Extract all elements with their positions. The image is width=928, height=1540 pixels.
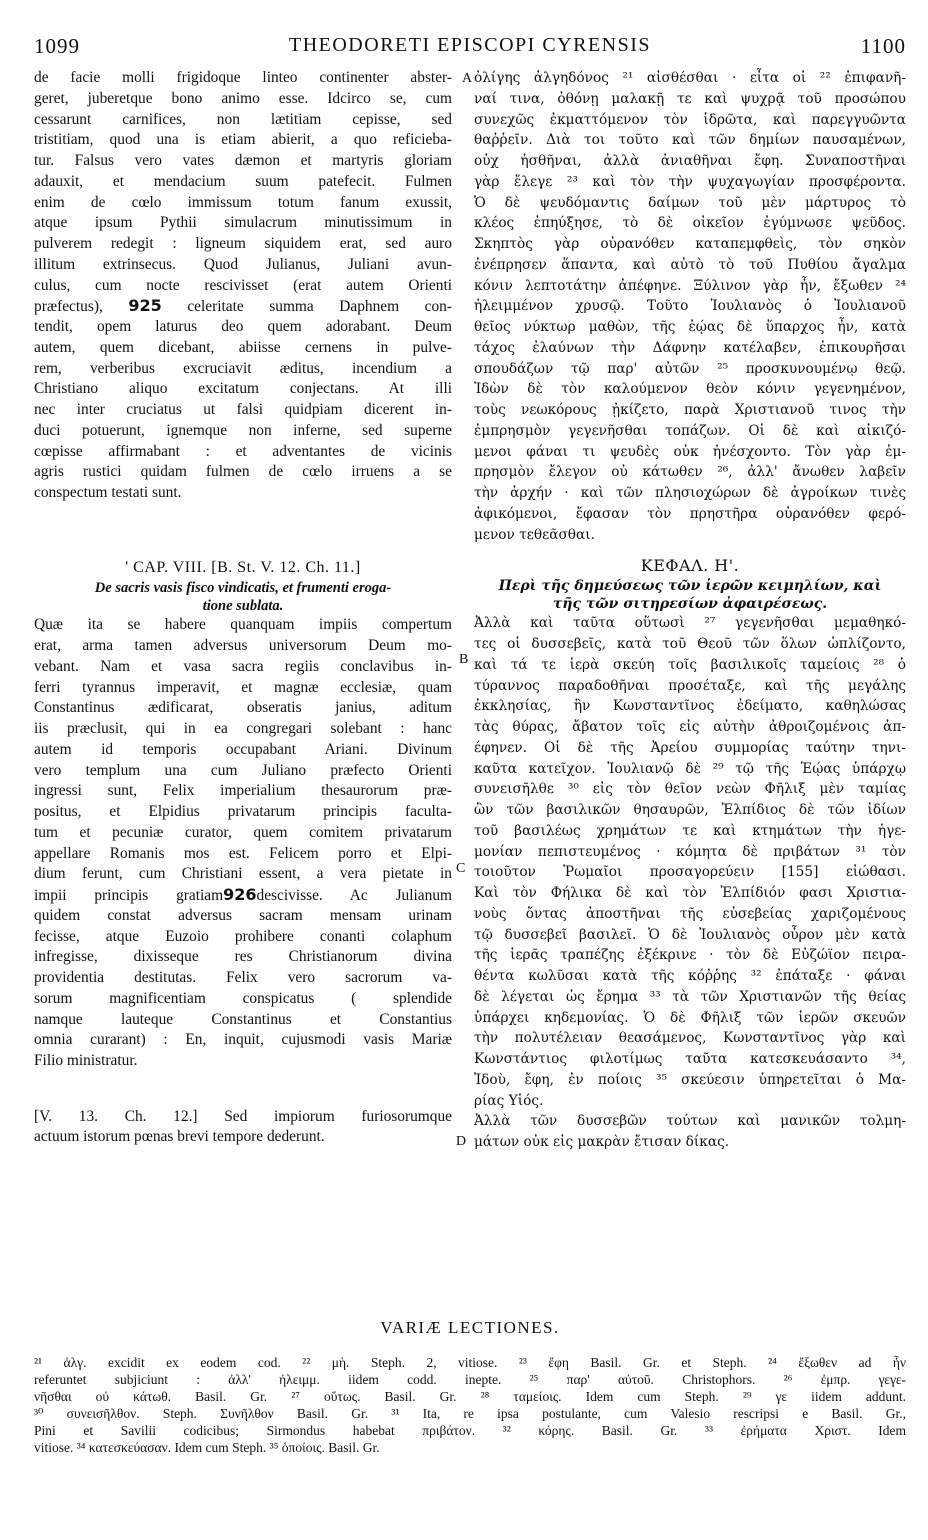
greek-paragraph-3: [474, 1111, 906, 1153]
text-fragment: præfectus),: [34, 298, 103, 316]
text-line: vero templum una cum Juliano præfecto Orienti: [34, 761, 452, 779]
note-line: νῆσθαι οὐ κάτωθ. Basil. Gr. ²⁷ οὕτως. Basil. Gr. ²⁸ ταμείοις. Idem cum Steph. ²⁹ γε iidem addunt.: [34, 1389, 906, 1404]
text-line: ἐνέπρησεν ἅπαντα, καὶ αὐτὸ τὸ τοῦ Πυθίου ἄγαλμα: [474, 256, 906, 273]
text-line: τῆς ἱερᾶς τραπέζης ἐξέκρινε · τὸν δὲ Εὐζώϊον πειρα-: [474, 947, 906, 964]
text-line: geret, juberetque bono animo esse. Idcirco se, cum: [34, 89, 452, 107]
text-line: Christiano aliquo excitatum conjectans. At illi: [34, 380, 452, 398]
note-line: vitiose. ³⁴ κατεσκεύασαν. Idem cum Steph. ³⁵ ὁποίοις. Basil. Gr.: [34, 1440, 380, 1455]
text-line: tur. Falsus vero vates dæmon et martyris gloriam: [34, 152, 452, 169]
note-line: Pini et Savilii codicibus; Sirmondus habebat πριβάτον. ³² κόρης. Basil. Gr. ³³ ἐρήματα Χριστ. Idem: [34, 1423, 906, 1438]
text-line: δὲ λέγεται ὡς ἔρημα ³³ τὰ τῶν Χριστιανῶν τῆς θείας: [474, 988, 906, 1005]
variae-lectiones-notes: [34, 1354, 906, 1456]
text-line: ὀλίγης ἀλγηδόνος ²¹ αἰσθέσθαι · εἶτα οἱ ²² ἐπιφανῆ-: [474, 70, 906, 86]
text-line: ὢν τῶν βασιλικῶν θησαυρῶν, Ἐλπίδιος δὲ τῶν ἰδίων: [474, 802, 906, 818]
text-line: [34, 296, 452, 317]
text-line: ἀφικόμενοι, ἔφασαν τὸν πρηστῆρα οὐρανόθεν φερό-: [474, 505, 906, 522]
text-line: θαῤῥεῖν. Διὰ τοι τοῦτο καὶ τῶν δημίων παυσαμένων,: [474, 132, 906, 149]
text-line: ἐκκλησίας, ἣν Κωνσταντῖνος ἐδείματο, καθηλώσας: [474, 698, 906, 715]
text-line: Ἀλλὰ τῶν δυσσεβῶν τούτων καὶ μανικῶν τολμη-: [474, 1113, 906, 1130]
text-line: [34, 885, 452, 906]
text-line: culus, cum nocte rescivisset (erat autem Orienti: [34, 276, 452, 294]
text-line: dium ferunt, cum Christiani essent, a vera pietate in: [34, 865, 452, 883]
text-line: Constantinus ædificarat, obseratis janius, aditum: [34, 699, 452, 717]
text-line: iis præclusit, qui in ea congregari solebant : hanc: [34, 720, 452, 737]
text-line: tendit, opem laturus deo quem adorabant. Deum: [34, 318, 452, 335]
margin-letter-c: C: [456, 861, 466, 876]
text-line: μενον τεθεᾶσθαι.: [474, 526, 596, 543]
text-line: sorum magnificentiam conspicatus ( splendide: [34, 989, 452, 1007]
text-line: Ἰδὼν δὲ τὸν καλούμενον θεὸν κόνιν γεγενημένον,: [474, 381, 906, 398]
text-line: Σκηπτὸς γὰρ οὐρανόθεν καταπεμφθεὶς, τὸν σηκὸν: [474, 236, 906, 252]
text-line: providentia destitutas. Felix vero sacrorum va-: [34, 969, 452, 986]
text-line: fecisse, atque Euzoio prohibere conanti colaphum: [34, 927, 452, 945]
text-fragment: celeritate summa Daphnem con-: [161, 298, 452, 316]
text-line: τὴν πολυτέλειαν θεασάμενος, Κωνσταντῖνος γὰρ καὶ: [474, 1030, 906, 1047]
text-line: Ὁ δὲ ψευδόμαντις δαίμων τοῦ μὲν μάρτυρος τὸ: [474, 194, 906, 211]
text-line: cessarunt carnifices, non lætitiam cepisse, sed: [34, 110, 452, 128]
chapter-subtitle-greek-2: τῆς τῶν σιτηρεσίων ἀφαιρέσεως.: [552, 596, 828, 613]
text-line: ferri tyrannus imperavit, et magnæ ecclesiæ, quam: [34, 678, 452, 696]
variae-lectiones-title: VARIÆ LECTIONES.: [380, 1318, 560, 1337]
text-line: erat, arma tamen adversus universorum Deum mo-: [34, 637, 452, 654]
text-line: γὰρ ἔλεγε ²³ καὶ τὸν τὴν ψυχαγωγίαν προσφέροντα.: [474, 173, 906, 190]
text-line: Κωνστάντιος φιλοτίμως ταῦτα κατεσκευάσαντο ³⁴,: [474, 1051, 906, 1067]
greek-paragraph-1: [474, 68, 906, 545]
text-line: θέντα κωλῦσαι κατὰ τῆς κόῤῥης ³² ἐπάταξε · φάναι: [474, 968, 906, 984]
text-line: autem id temporis occupabant Ariani. Divinum: [34, 740, 452, 758]
text-line: οὐχ ἡσθῆναι, ἀλλὰ ἀνιαθῆναι ἔφη. Συναποστῆναι: [474, 153, 906, 169]
text-line: μάτων οὐκ εἰς μακρὰν ἔτισαν δίκας.: [474, 1134, 730, 1150]
text-line: tum et pecuniæ curator, quem comitem privatarum: [34, 823, 452, 841]
running-title: THEODORETI EPISCOPI CYRENSIS: [288, 34, 652, 56]
text-line: ἠλειμμένον χρυσῷ. Τοῦτο Ἰουλιανὸς ὁ Ἰουλιανοῦ: [474, 298, 906, 315]
note-line: referuntet subjiciunt : ἀλλ' ἠλειμμ. iidem codd. inepte. ²⁵ παρ' αὐτοῦ. Christophors. ²⁶ ἐμπρ. γεγε-: [34, 1372, 906, 1387]
text-line: ρίας Υἱός.: [474, 1092, 544, 1109]
text-line: καῦτα κατεῖχον. Ἰουλιανῷ δὲ ²⁹ τῷ τῆς Ἑῴας ὑπάρχῳ: [474, 760, 906, 777]
margin-letter-b: B: [459, 652, 469, 667]
latin-column: [34, 68, 452, 1148]
text-line: pulverem redegit : ligneum siquidem erat, sed auro: [34, 235, 452, 252]
text-line: autem, quem dicebant, abiisse cernens in pulve-: [34, 338, 452, 356]
chapter-subtitle-greek-1: Περὶ τῆς δημεύσεως τῶν ἱερῶν κειμηλίων, καὶ: [498, 578, 882, 595]
text-line: conspectum testati sunt.: [34, 484, 182, 501]
text-line: τοιοῦτον Ῥωμαῖοι προσαγορεύειν [155] εἰώθασι.: [474, 864, 906, 881]
text-line: appellare Romanis mos est. Felicem porro et Elpi-: [34, 844, 452, 862]
greek-paragraph-2: [474, 613, 906, 1111]
note-line: ³⁰ συνεισῆλθον. Steph. Συνῆλθον Basil. Gr. ³¹ Ita, re ipsa postulante, cum Valesio rescripsi e Basil. Gr.,: [34, 1406, 906, 1421]
chapter-subtitle-latin-2: tione sublata.: [202, 598, 284, 615]
note-line: ²¹ ἀλγ. excidit ex eodem cod. ²² μὴ. Steph. 2, vitiose. ²³ ἔφη Basil. Gr. et Steph. ²⁴ ἔξωθεν ad ἦν: [34, 1355, 906, 1370]
text-line: ναί τινα, ὀθόνῃ μαλακῇ τε καὶ ψυχρᾷ τοῦ προσώπου: [474, 90, 906, 107]
margin-letter-a: A: [462, 71, 473, 86]
text-fragment: impii principis gratiam: [34, 887, 224, 904]
text-line: Ἰδοὺ, ἔφη, ἐν ποίοις ³⁵ σκεύεσιν ὑπηρετεῖται ὁ Μα-: [474, 1071, 906, 1088]
text-line: ἐμπρησμὸν γεγενῆσθαι τοπάζων. Οἱ δὲ καὶ αἰκιζό-: [474, 422, 906, 439]
page-number-left: 1099: [34, 34, 80, 58]
text-line: duci potuerunt, ignemque non inferne, sed superne: [34, 421, 452, 439]
text-line: Ἀλλὰ καὶ ταῦτα οὕτωσὶ ²⁷ γεγενῆσθαι μεμαθηκό-: [474, 615, 906, 632]
text-line: τύραννος παραδοθῆναι προσέταξε, καὶ τῆς μεγάλης: [474, 677, 906, 694]
text-line: agris rustici quidam fulmen de cœlo irruens a se: [34, 463, 452, 481]
text-line: infregisse, dixisseque res Christianorum divina: [34, 948, 452, 966]
text-line: τες οἱ δυσσεβεῖς, κατὰ τοῦ Θεοῦ τῶν ὅλων ὡπλίζοντο,: [474, 636, 906, 652]
text-line: Καὶ τὸν Φήλικα δὲ καὶ τὸν Ἐλπίδιόν φασι Χριστια-: [474, 885, 906, 901]
text-line: συνεισῆλθε ³⁰ εἰς τὸν θεῖον νεὼν Φῆλιξ μὲν ταμίας: [474, 781, 906, 798]
text-line: κλέος ἐπηύξησε, τὸ δὲ οἰκεῖον ἐγύμνωσε ψεῦδος.: [474, 215, 906, 232]
latin-paragraph-1: [34, 68, 452, 504]
text-line: atque ipsum Pythii simulacrum minutissimum in: [34, 214, 452, 232]
text-line: θεῖος νύκτωρ μαθὼν, τῆς ἑῴας δὲ ὕπαρχος ἦν, κατὰ: [474, 319, 906, 335]
chapter-title-latin: ' CAP. VIII. [B. St. V. 12. Ch. 11.]: [125, 559, 361, 577]
text-line: illitum extrinsecus. Quod Julianus, Juliani avun-: [34, 255, 452, 273]
chapter-title-greek: ΚΕΦΑΛ. Η'.: [640, 556, 740, 576]
text-line: vebant. Nam et vasa sacra regiis conclavibus in-: [34, 657, 452, 675]
text-line: enim de cœlo immissum totum fanum exussit,: [34, 193, 452, 211]
text-line: τὰς θύρας, ἄβατον τοῖς εἰς αὐτὴν ἀθροιζομένοις ἀπ-: [474, 719, 906, 735]
latin-paragraph-3: [34, 1107, 452, 1149]
text-line: έφηνεν. Οἱ δὲ τῆς Ἀρείου συμμορίας ταύτην τηνι-: [474, 739, 906, 756]
text-line: rem, verberibus excruciavit æditus, incendium a: [34, 359, 452, 377]
text-line: quidem constat adversus sacram mensam urinam: [34, 906, 452, 924]
text-fragment: descivisse. Ac Julianum: [256, 887, 452, 904]
text-line: namque lauteque Constantinus et Constantius: [34, 1010, 452, 1028]
text-line: νοὺς ὄντας ἀποστῆναι τῆς εὐσεβείας χαριζομένους: [474, 905, 906, 922]
text-line: σπουδάζων τῷ παρ' αὐτῶν ²⁵ προσκυνουμένῳ θεῷ.: [474, 360, 906, 377]
text-line: actuum istorum pœnas brevi tempore dederunt.: [34, 1128, 325, 1146]
running-header: [34, 34, 906, 62]
text-line: ingressi sunt, Felix imperialium thesaurorum præ-: [34, 782, 452, 800]
margin-letter-d: D: [456, 1134, 467, 1149]
text-line: τοὺς νεωκόρους ᾐκίζετο, παρὰ Χριστιανοῦ τινος τὴν: [474, 402, 906, 418]
text-line: καὶ τά τε ἱερὰ σκεύη τοῖς βασιλικοῖς ταμείοις ²⁸ ὁ: [474, 656, 906, 673]
text-line: positus, et Elpidius privatarum principis faculta-: [34, 803, 452, 820]
text-line: adauxit, et mendacium suum patefecit. Fulmen: [34, 172, 452, 190]
text-line: [V. 13. Ch. 12.] Sed impiorum furiosorumque: [34, 1107, 452, 1125]
text-line: μονίαν πεπιστευμένος · κόμητα δὲ πριβάτων ³¹ τὸν: [474, 843, 906, 860]
text-line: κόνιν λεπτοτάτην ἀπέφηνε. Ξύλινον γὰρ ἦν, ἔξωθεν ²⁴: [474, 277, 906, 294]
text-line: omnia curarant) : En, inquit, cujusmodi vasis Mariæ: [34, 1031, 452, 1049]
text-line: τῷ δυσσεβεῖ βασιλεῖ. Ὁ δὲ Ἰουλιανὸς οὖρον μὲν κατὰ: [474, 926, 906, 943]
text-line: de facie molli frigidoque linteo continenter abster-: [34, 69, 452, 86]
text-line: cœpisse affirmabant : et adventantes de vicinis: [34, 442, 452, 460]
text-line: μενοι φάναι τι ψευδὲς οὐκ ἠνέσχοντο. Τὸν γὰρ ἐμ-: [474, 443, 906, 460]
chapter-subtitle-latin-1: De sacris vasis fisco vindicatis, et frumenti eroga-: [94, 580, 392, 597]
latin-paragraph-2: [34, 615, 452, 1072]
text-line: nec inter cruciatus ut falsi quidpiam dicerent in-: [34, 401, 452, 418]
greek-column: [474, 68, 906, 1153]
text-line: συνεχῶς ἐκματτόμενον τὸν ἱδρῶτα, καὶ παρεγγυῶντα: [474, 111, 906, 128]
text-line: tristitiam, quod una is etiam abierit, a quo reficieba-: [34, 131, 452, 149]
page-number-right: 1100: [860, 34, 906, 58]
text-line: πρησμὸν ἔλεγον οὐ κάτωθεν ²⁶, ἀλλ' ἄνωθεν λαβεῖν: [474, 464, 906, 481]
text-line: τοῦ βασιλέως χρημάτων τε καὶ κτημάτων τὴν ἡγε-: [474, 822, 906, 839]
text-line: Filio ministratur.: [34, 1052, 138, 1069]
column-number-925: 925: [128, 296, 162, 316]
column-number-926: 926: [223, 885, 257, 904]
text-line: τὴν ἀρχήν · καὶ τῶν πλησιοχώρων δὲ ἀγροίκων τινὲς: [474, 485, 906, 501]
text-line: ὑπάρχει κηδεμονίας. Ὁ δὲ Φῆλιξ τῶν ἱερῶν σκευῶν: [474, 1009, 906, 1026]
text-line: τάχος ἐλαύνων τὴν Δάφνην κατέλαβεν, ἐπικουρῆσαι: [474, 339, 906, 356]
text-line: Quæ ita se habere quanquam impiis compertum: [34, 616, 452, 634]
